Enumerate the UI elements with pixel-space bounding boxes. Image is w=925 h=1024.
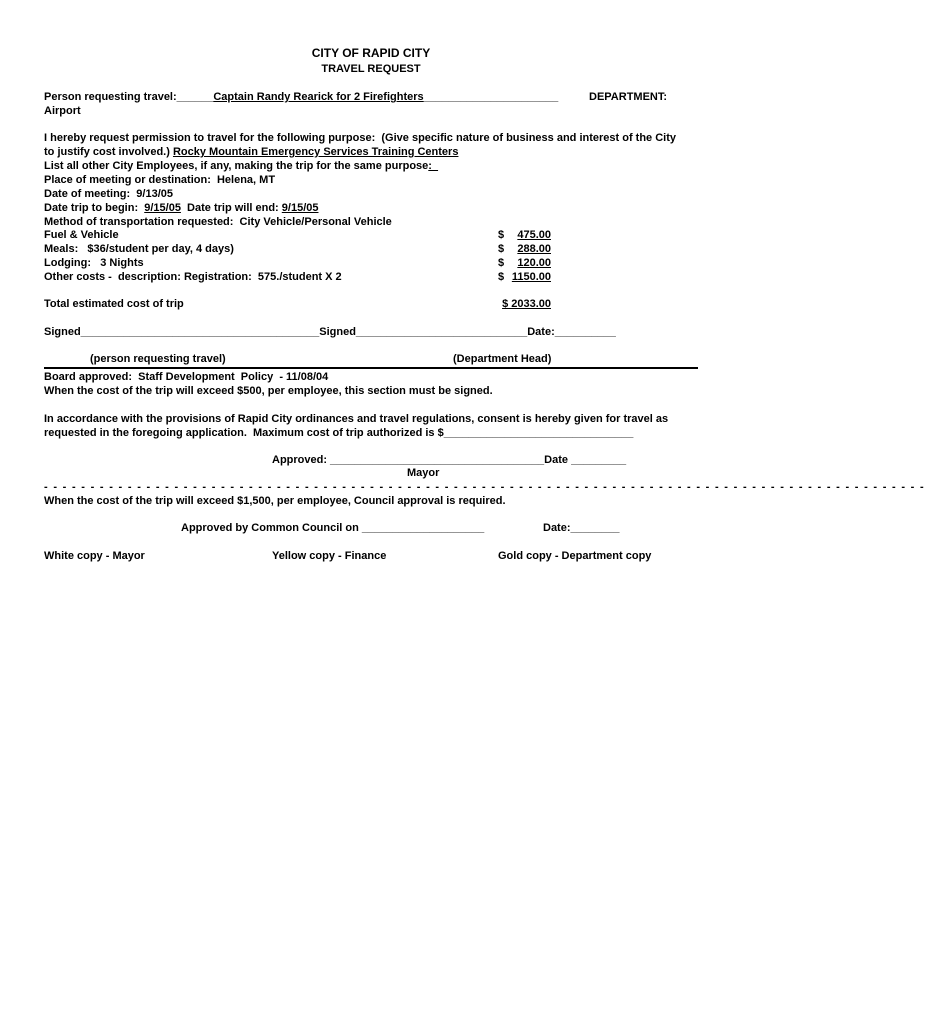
transport-method: Method of transportation requested: City Vehicle/Personal Vehicle: [44, 216, 392, 228]
cost-label-meals: Meals: $36/student per day, 4 days): [44, 243, 234, 255]
purpose-line-1: I hereby request permission to travel for the following purpose: (Give specific nature of business and interest of the City: [44, 132, 677, 144]
end-value: 9/15/05: [281, 202, 319, 214]
form-subtitle: TRAVEL REQUEST: [321, 63, 421, 75]
cost-label-other: Other costs - description: Registration: 575./student X 2: [44, 271, 342, 283]
purpose-line-2: [44, 146, 458, 159]
other-employees-value: :: [428, 160, 439, 172]
mayor-caption: Mayor: [407, 467, 440, 479]
board-approved: Board approved: Staff Development Policy - 11/08/04: [44, 371, 329, 383]
department-value: Airport: [44, 105, 81, 117]
white-copy-note: White copy - Mayor: [44, 550, 145, 562]
mayor-approval-line[interactable]: Approved: ___________________________________Date _________: [272, 454, 627, 466]
gold-copy-note: Gold copy - Department copy: [498, 550, 652, 562]
trip-dates-row: [44, 202, 318, 215]
begin-value: 9/15/05: [144, 202, 181, 214]
other-employees-label: List all other City Employees, if any, making the trip for the same purpose: [44, 160, 429, 172]
department-head-caption: (Department Head): [453, 353, 552, 365]
total-cost-value: $ 2033.00: [502, 298, 551, 310]
purpose-value: Rocky Mountain Emergency Services Training Centers: [172, 146, 459, 158]
end-label: Date trip will end:: [180, 202, 282, 214]
form-title: CITY OF RAPID CITY: [311, 46, 431, 60]
section-divider: [44, 367, 698, 369]
cost-currency: $: [498, 229, 505, 241]
threshold-500-note: When the cost of the trip will exceed $500, per employee, this section must be signed.: [44, 385, 493, 397]
meeting-date: Date of meeting: 9/13/05: [44, 188, 173, 200]
person-label: Person requesting travel:______: [44, 91, 214, 103]
cost-amount-other: 1150.00: [511, 271, 551, 283]
cost-currency: $: [498, 257, 505, 269]
council-approval-line[interactable]: Approved by Common Council on ____________________: [181, 522, 485, 534]
person-caption: (person requesting travel): [90, 353, 226, 365]
total-cost-label: Total estimated cost of trip: [44, 298, 184, 310]
dashed-divider: - - - - - - - - - - - - - - - - - - - - - - - - - - - - - - - - - - - - - - - - - - - - - - - - - - - - - - - - - - - - - - - - - - - - - - - - - - - - - - - - - - - - - - - - - - - - - - -: [44, 481, 925, 493]
person-value: Captain Randy Rearick for 2 Firefighters: [213, 91, 424, 103]
department-label: DEPARTMENT:: [589, 91, 668, 103]
cost-label-lodging: Lodging: 3 Nights: [44, 257, 144, 269]
person-requesting-row: [44, 91, 558, 104]
council-date-line[interactable]: Date:________: [543, 522, 620, 534]
cost-currency: $: [498, 243, 505, 255]
cost-currency: $: [498, 271, 505, 283]
threshold-1500-note: When the cost of the trip will exceed $1,500, per employee, Council approval is required.: [44, 495, 506, 507]
destination: Place of meeting or destination: Helena, MT: [44, 174, 276, 186]
consent-line-1: In accordance with the provisions of Rapid City ordinances and travel regulations, consent is hereby given for travel as: [44, 413, 669, 425]
purpose-prefix: to justify cost involved.): [44, 146, 173, 158]
cost-label-fuel: Fuel & Vehicle: [44, 229, 119, 241]
other-employees-row: [44, 160, 438, 173]
yellow-copy-note: Yellow copy - Finance: [272, 550, 387, 562]
begin-label: Date trip to begin:: [44, 202, 145, 214]
signature-line[interactable]: Signed_______________________________________Signed____________________________Date:__________: [44, 326, 616, 338]
person-trail: ______________________: [423, 91, 559, 103]
cost-amount-fuel: 475.00: [517, 229, 551, 241]
cost-amount-meals: 288.00: [517, 243, 551, 255]
consent-line-2[interactable]: requested in the foregoing application. Maximum cost of trip authorized is $_______________________________: [44, 427, 634, 439]
cost-amount-lodging: 120.00: [517, 257, 551, 269]
